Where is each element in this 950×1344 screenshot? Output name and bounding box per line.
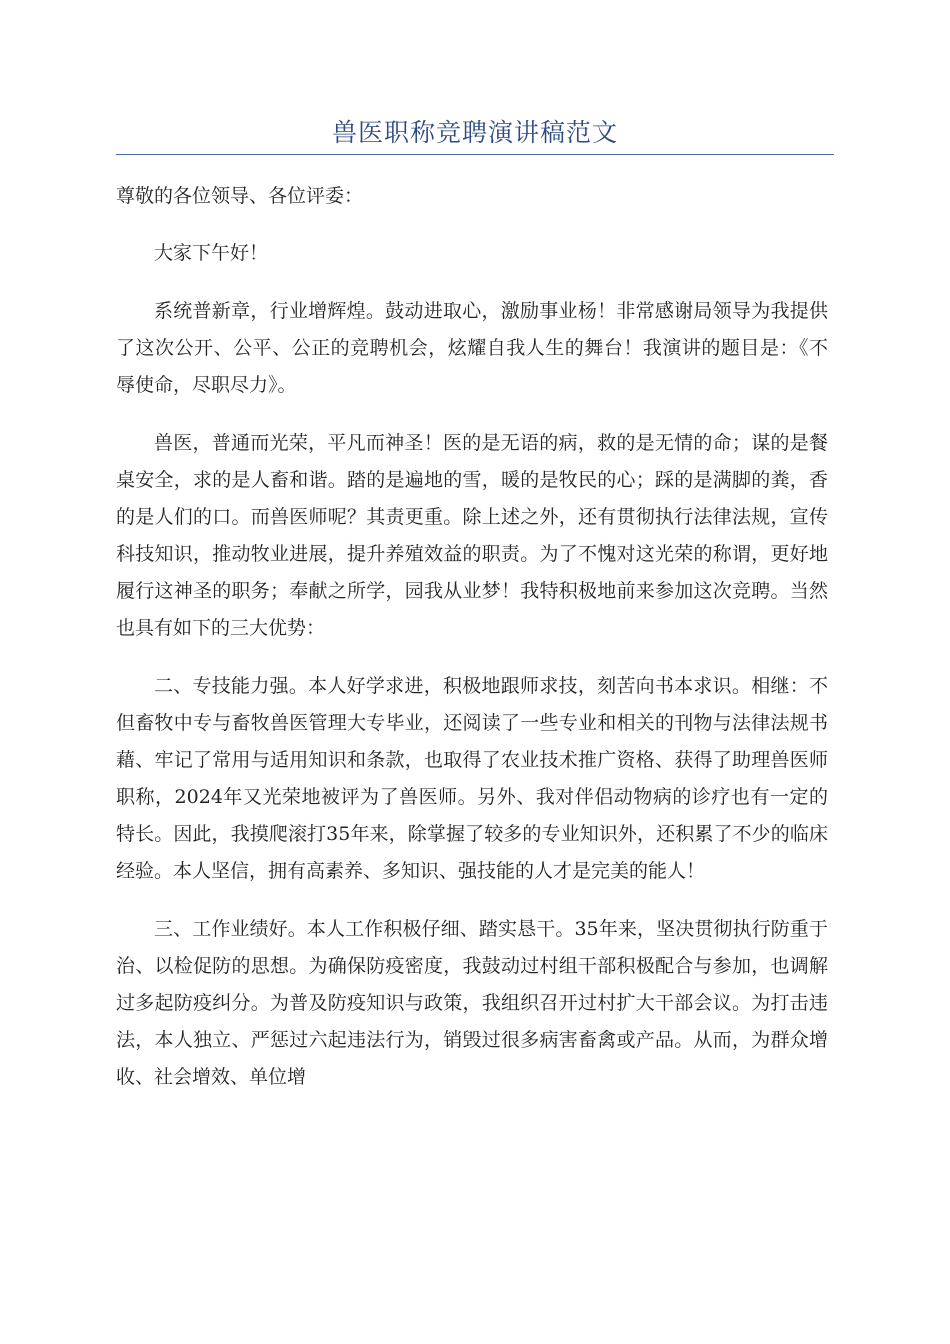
paragraph-veterinary-duty: 兽医，普通而光荣，平凡而神圣！医的是无语的病，救的是无情的命；谋的是餐桌安全，求的是人畜和谐。踏的是遍地的雪，暖的是牧民的心；踩的是满脚的粪，香的是人们的口。而兽医师呢？其责更重。除上述之外，还有贯彻执行法律法规，宣传科技知识，推动牧业进展，提升养殖效益的职责。为了不愧对这光荣的称谓，更好地履行这神圣的职务；奉献之所学，园我从业梦！我特积极地前来参加这次竞聘。当然也具有如下的三大优势： <box>116 432 828 639</box>
paragraph-greeting: 大家下午好！ <box>154 242 269 264</box>
salutation: 尊敬的各位领导、各位评委： <box>116 185 364 207</box>
title-underline <box>116 154 834 155</box>
paragraph-skills: 二、专技能力强。本人好学求进，积极地跟师求技，刻苦向书本求识。相继：不但畜牧中专与畜牧兽医管理大专毕业，还阅读了一些专业和相关的刊物与法律法规书藉、牢记了常用与适用知识和条款，也取得了农业技术推广资格、获得了助理兽医师职称，2024年又光荣地被评为了兽医师。另外、我对伴侣动物病的诊疗也有一定的特长。因此，我摸爬滚打35年来，除掌握了较多的专业知识外，还积累了不少的临床经验。本人坚信，拥有高素养、多知识、强技能的人才是完美的能人！ <box>116 675 828 882</box>
document-body <box>116 178 828 1117</box>
paragraph-achievements: 三、工作业绩好。本人工作积极仔细、踏实恳干。35年来，坚决贯彻执行防重于治、以检促防的思想。为确保防疫密度，我鼓动过村组干部积极配合与参加，也调解过多起防疫纠分。为普及防疫知识与政策，我组织召开过村扩大干部会议。为打击违法，本人独立、严惩过六起违法行为，销毁过很多病害畜禽或产品。从而，为群众增收、社会增效、单位增 <box>116 918 828 1088</box>
document-title: 兽医职称竞聘演讲稿范文 <box>331 118 618 147</box>
paragraph-intro: 系统普新章，行业增辉煌。鼓动进取心，激励事业杨！非常感谢局领导为我提供了这次公开、公平、公正的竞聘机会，炫耀自我人生的舞台！我演讲的题目是：《不辱使命，尽职尽力》。 <box>116 300 828 396</box>
